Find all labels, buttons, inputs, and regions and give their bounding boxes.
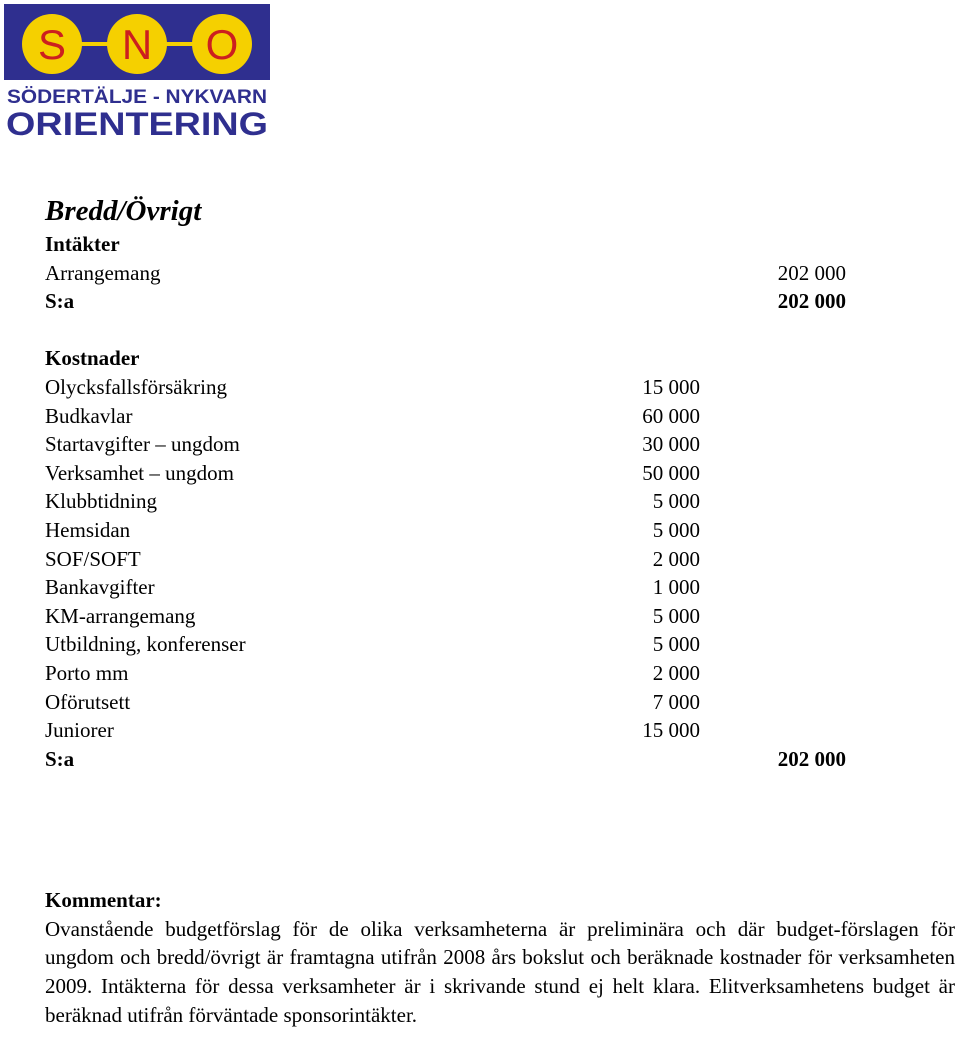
cost-amount: 60 000 [642, 403, 700, 428]
cost-row [45, 487, 950, 516]
cost-row [45, 659, 950, 688]
cost-row [45, 573, 950, 602]
cost-amount: 2 000 [652, 660, 700, 685]
income-label: Arrangemang [45, 260, 161, 285]
income-amount: 202 000 [777, 260, 846, 285]
document-title: Bredd/Övrigt [45, 195, 202, 227]
cost-row [45, 716, 950, 745]
logo-text-orientering: ORIENTERING [6, 106, 268, 138]
cost-row [45, 373, 950, 402]
cost-label: Porto mm [45, 660, 129, 685]
cost-amount: 5 000 [652, 603, 700, 628]
cost-amount: 30 000 [642, 432, 700, 457]
cost-row [45, 402, 950, 431]
cost-row [45, 459, 950, 488]
costs-sum-label: S:a [45, 746, 75, 771]
cost-label: Oförutsett [45, 689, 131, 714]
cost-label: KM-arrangemang [45, 603, 196, 628]
comment-text: Ovanstående budgetförslag för de olika verksamheterna är preliminära och där budget-förslagen för ungdom och bredd/övrigt är framtagna utifrån 2008 års bokslut och beräknade kostnader för verksamheten 2009. Intäkterna för dessa verksamheter är i skrivande stund ej helt klara. Elitverksamhetens budget är beräknad utifrån förväntade sponsorintäkter. [45, 916, 955, 1027]
costs-sum-amount: 202 000 [777, 746, 846, 771]
cost-row [45, 630, 950, 659]
cost-label: Utbildning, konferenser [45, 632, 246, 657]
logo-letter-s: S [37, 21, 67, 68]
logo-letter-n: N [121, 21, 153, 68]
income-row [45, 259, 950, 288]
cost-label: Hemsidan [45, 517, 131, 542]
cost-label: Startavgifter – ungdom [45, 432, 240, 457]
cost-amount: 5 000 [652, 517, 700, 542]
cost-amount: 5 000 [652, 632, 700, 657]
comment-heading: Kommentar: [45, 888, 162, 913]
income-sum-row [45, 287, 950, 316]
costs-sum-row [45, 745, 950, 774]
cost-label: Verksamhet – ungdom [45, 460, 234, 485]
cost-label: Juniorer [45, 718, 114, 743]
cost-row [45, 545, 950, 574]
cost-label: SOF/SOFT [45, 546, 141, 571]
sno-logo-graphic [4, 4, 270, 138]
cost-amount: 50 000 [642, 460, 700, 485]
cost-amount: 1 000 [652, 575, 700, 600]
cost-label: Klubbtidning [45, 489, 158, 514]
costs-list [45, 373, 950, 745]
logo-text-sodertalje-nykvarn: SÖDERTÄLJE - NYKVARN [7, 86, 251, 108]
budget-document [45, 192, 955, 1029]
cost-amount: 7 000 [652, 689, 700, 714]
cost-row [45, 602, 950, 631]
cost-label: Budkavlar [45, 403, 133, 428]
cost-row [45, 516, 950, 545]
cost-amount: 15 000 [642, 718, 700, 743]
cost-amount: 5 000 [652, 489, 700, 514]
costs-heading: Kostnader [45, 346, 140, 371]
club-logo [4, 4, 270, 138]
cost-amount: 2 000 [652, 546, 700, 571]
cost-label: Olycksfallsförsäkring [45, 374, 227, 399]
income-heading: Intäkter [45, 232, 120, 256]
income-sum-label: S:a [45, 289, 75, 314]
logo-letter-o: O [205, 21, 239, 68]
cost-amount: 15 000 [642, 374, 700, 399]
income-sum-amount: 202 000 [777, 289, 846, 314]
cost-row [45, 688, 950, 717]
cost-label: Bankavgifter [45, 575, 155, 600]
cost-row [45, 430, 950, 459]
